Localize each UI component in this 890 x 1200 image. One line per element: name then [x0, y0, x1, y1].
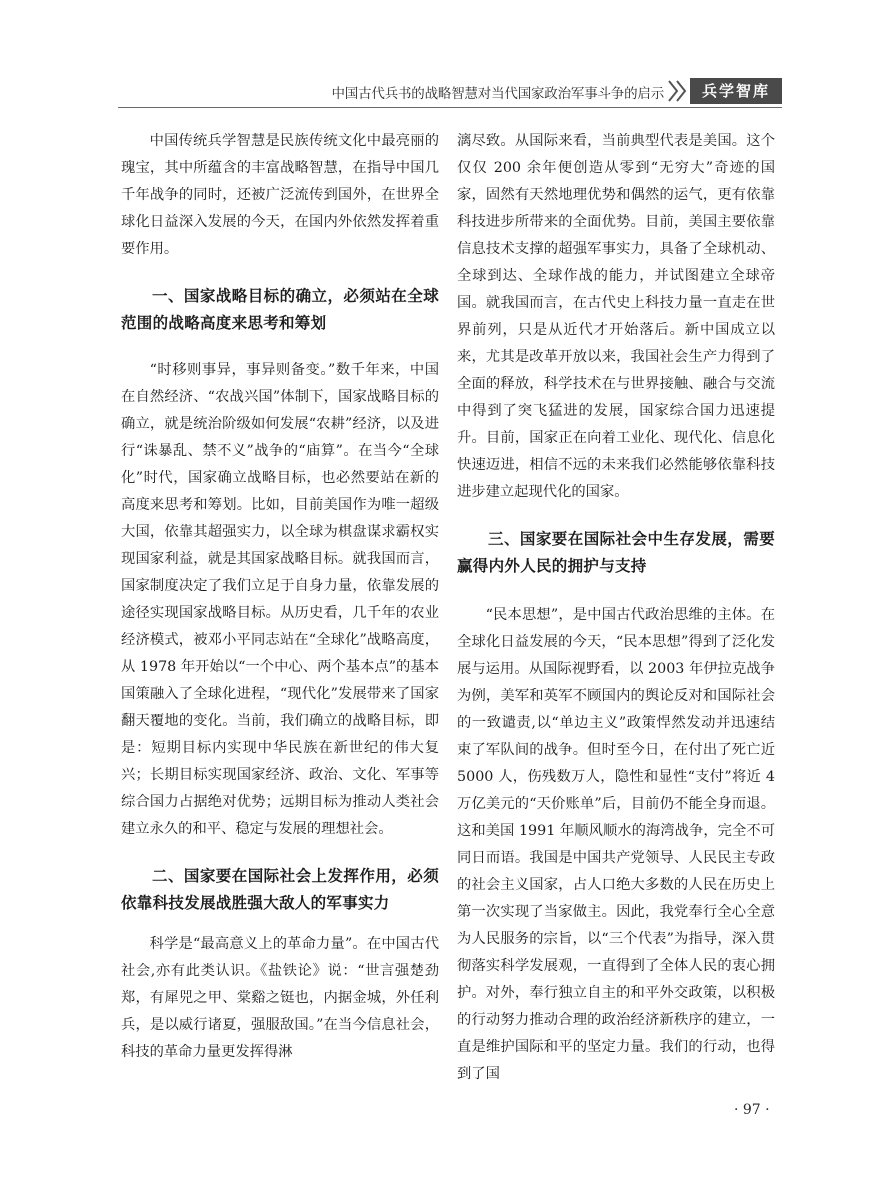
journal-article-title: 中国古代兵书的战略智慧对当代国家政治军事斗争的启示: [331, 86, 664, 102]
right-column: [457, 128, 775, 1088]
column-tag: 兵学智库: [690, 78, 782, 104]
section-3-paragraph: “民本思想”，是中国古代政治思维的主体。在全球化日益发展的今天，“民本思想”得到了泛化发展与运用。从国际视野看，以 2003 年伊拉克战争为例，美军和英军不顾国内的舆论反对和国际社会的一致谴责,以“单边主义”政策悍然发动并迅速结束了军队间的战争。但时至今日，在付出了死亡近 5000 人，伤残数万人，隐性和显性“支付”将近 4 万亿美元的“天价账单”后，目前仍不能全身而退。这和美国 1991 年顺风顺水的海湾战争，完全不可同日而语。我国是中国共产党领导、人民民主专政的社会主义国家，占人口绝大多数的人民在历史上第一次实现了当家做主。因此，我党奉行全心全意为人民服务的宗旨，以“三个代表”为指导，深入贯彻落实科学发展观，一直得到了全体人民的衷心拥护。对外，奉行独立自主的和平外交政策，以积极的行动努力推动合理的政治经济新秩序的建立，一直是维护国际和平的坚定力量。我们的行动，也得到了国: [457, 607, 775, 1082]
section-2-continuation: 漓尽致。从国际来看，当前典型代表是美国。这个仅仅 200 余年便创造从零到“无穷大”奇迹的国家，固然有天然地理优势和偶然的运气，更有依靠科技进步所带来的全面优势。目前，美国主要依靠信息技术支撑的超强军事实力，具备了全球机动、全球到达、全球作战的能力，并试图建立全球帝国。就我国而言，在古代史上科技力量一直走在世界前列，只是从近代才开始落后。新中国成立以来，尤其是改革开放以来，我国社会生产力得到了全面的释放，科学技术在与世界接触、融合与交流中得到了突飞猛进的发展，国家综合国力迅速提升。目前，国家正在向着工业化、现代化、信息化快速迈进，相信不远的未来我们必然能够依靠科技进步建立起现代化的国家。: [457, 133, 775, 500]
section-1-paragraph: “时移则事异，事异则备变。”数千年来，中国在自然经济、“农战兴国”体制下，国家战略目标的确立，就是统治阶级如何发展“农耕”经济，以及进行“诛暴乱、禁不义”战争的“庙算”。在当今“全球化”时代，国家确立战略目标，也必然要站在新的高度来思考和筹划。比如，目前美国作为唯一超级大国，依靠其超强实力，以全球为棋盘谋求霸权实现国家利益，就是其国家战略目标。就我国而言，国家制度决定了我们立足于自身力量，依靠发展的途径实现国家战略目标。从历史看，几千年的农业经济模式，被邓小平同志站在“全球化”战略高度，从 1978 年开始以“一个中心、两个基本点”的基本国策融入了全球化进程，“现代化”发展带来了国家翻天覆地的变化。当前，我们确立的战略目标，即是：短期目标内实现中华民族在新世纪的伟大复兴；长期目标实现国家经济、政治、文化、军事等综合国力占据绝对优势；远期目标为推动人类社会建立永久的和平、稳定与发展的理想社会。: [121, 362, 439, 837]
page-number: · 97 ·: [734, 1102, 770, 1118]
double-chevron-icon: [666, 78, 690, 104]
running-header: [118, 78, 782, 108]
left-column: [121, 128, 439, 1066]
section-1-heading: 一、国家战略目标的确立，必须站在全球范围的战略高度来思考和筹划: [121, 287, 439, 332]
header-rule: [118, 107, 782, 108]
intro-paragraph: 中国传统兵学智慧是民族传统文化中最亮丽的瑰宝，其中所蕴含的丰富战略智慧，在指导中国几千年战争的同时，还被广泛流传到国外，在世界全球化日益深入发展的今天，在国内外依然发挥着重要作用。: [121, 133, 439, 257]
section-3-heading: 三、国家要在国际社会中生存发展，需要赢得内外人民的拥护与支持: [457, 530, 775, 575]
section-2-heading: 二、国家要在国际社会上发挥作用，必须依靠科技发展战胜强大敌人的军事实力: [121, 867, 439, 912]
section-2-paragraph: 科学是“最高意义上的革命力量”。在中国古代社会,亦有此类认识。《盐铁论》说：“世言强楚劲郑，有犀兕之甲、棠谿之铤也，内据金城，外任利兵，是以威行诸夏，强服敌国。”在当今信息社会，科技的革命力量更发挥得淋: [121, 936, 439, 1060]
